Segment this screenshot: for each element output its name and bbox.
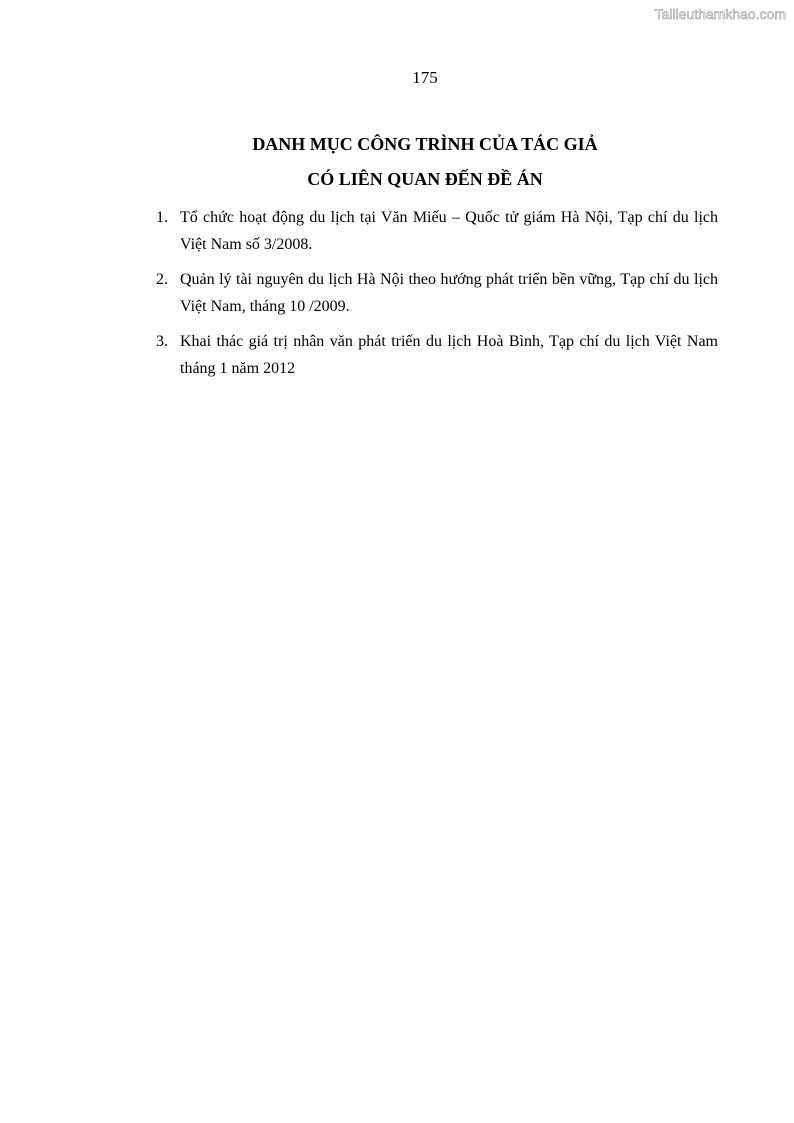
list-item xyxy=(148,266,718,320)
list-item-text: Tổ chức hoạt động du lịch tại Văn Miếu – Quốc tử giám Hà Nội, Tạp chí du lịch Việt Nam số 3/2008. xyxy=(180,209,718,253)
list-item-number: 2. xyxy=(156,271,168,288)
publication-list xyxy=(148,204,718,390)
list-item-text: Quản lý tài nguyên du lịch Hà Nội theo hướng phát triển bền vững, Tạp chí du lịch Việt Nam, tháng 10 /2009. xyxy=(180,271,718,315)
page-title-line-2: CÓ LIÊN QUAN ĐẾN ĐỀ ÁN xyxy=(307,169,543,189)
list-item-number: 3. xyxy=(156,333,168,350)
list-item-text: Khai thác giá trị nhân văn phát triển du lịch Hoà Bình, Tạp chí du lịch Việt Nam tháng 1 năm 2012 xyxy=(180,333,718,377)
page-title-line-1: DANH MỤC CÔNG TRÌNH CỦA TÁC GIẢ xyxy=(252,134,598,154)
list-item-number: 1. xyxy=(156,209,168,226)
page-number: 175 xyxy=(412,68,438,87)
list-item xyxy=(148,328,718,382)
watermark-text: Tailieuthamkhao.com xyxy=(654,6,786,22)
list-item xyxy=(148,204,718,258)
